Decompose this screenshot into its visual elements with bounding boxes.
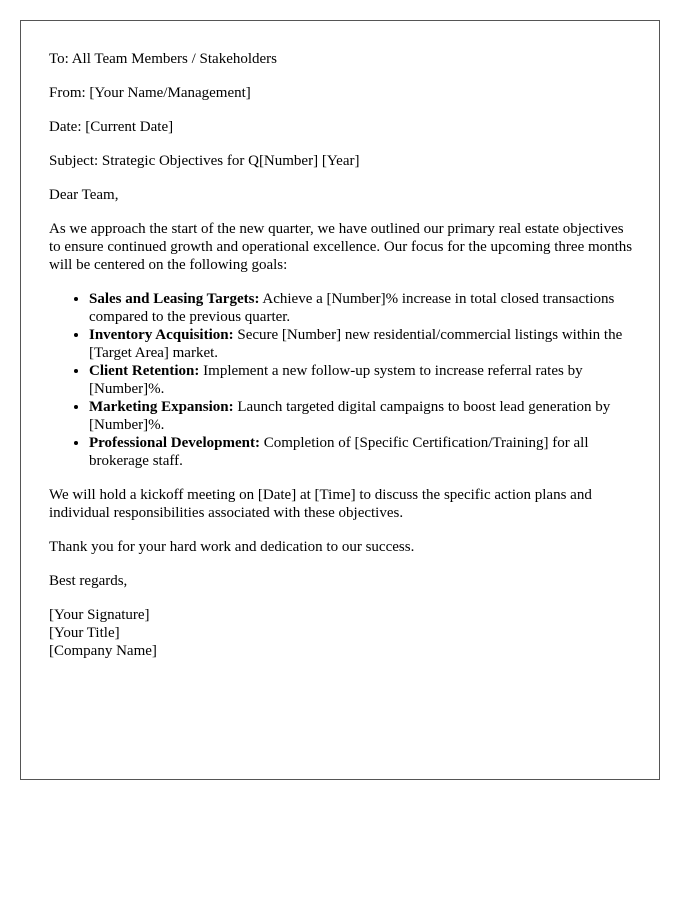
objective-text: Implement a new follow-up system to increase referral rates by [Number]%. [89,363,583,397]
objective-text: Completion of [Specific Certification/Training] for all brokerage staff. [89,435,589,469]
to-line: To: All Team Members / Stakeholders [49,51,278,67]
signature-block [49,606,633,660]
objective-item [89,362,633,398]
objective-title: Sales and Leasing Targets: [89,291,260,307]
subject-line: Subject: Strategic Objectives for Q[Number] [Year] [49,153,360,169]
intro-paragraph: As we approach the start of the new quarter, we have outlined our primary real estate objectives to ensure continued growth and operational excellence. Our focus for the upcoming three months will be centered on the following goals: [49,221,633,273]
objective-title: Professional Development: [89,435,260,451]
objectives-list [49,290,633,470]
objective-text: Secure [Number] new residential/commercial listings within the [Target Area] market. [89,327,623,361]
objective-text: Launch targeted digital campaigns to boost lead generation by [Number]%. [89,399,611,433]
letter-content [49,50,633,660]
date-line: Date: [Current Date] [49,119,174,135]
objective-text: Achieve a [Number]% increase in total closed transactions compared to the previous quarter. [89,291,615,325]
objective-title: Client Retention: [89,363,200,379]
meeting-paragraph: We will hold a kickoff meeting on [Date] at [Time] to discuss the specific action plans and individual responsibilities associated with these objectives. [49,487,592,521]
objective-title: Inventory Acquisition: [89,327,234,343]
company-line: [Company Name] [49,643,157,659]
closing: Best regards, [49,573,128,589]
from-line: From: [Your Name/Management] [49,85,251,101]
signature-line: [Your Signature] [49,607,150,623]
objective-item [89,290,633,326]
objective-item [89,434,633,470]
objective-title: Marketing Expansion: [89,399,234,415]
title-line: [Your Title] [49,625,120,641]
letter-frame [20,20,660,780]
thanks-paragraph: Thank you for your hard work and dedication to our success. [49,539,415,555]
salutation: Dear Team, [49,187,119,203]
objective-item [89,326,633,362]
objective-item [89,398,633,434]
